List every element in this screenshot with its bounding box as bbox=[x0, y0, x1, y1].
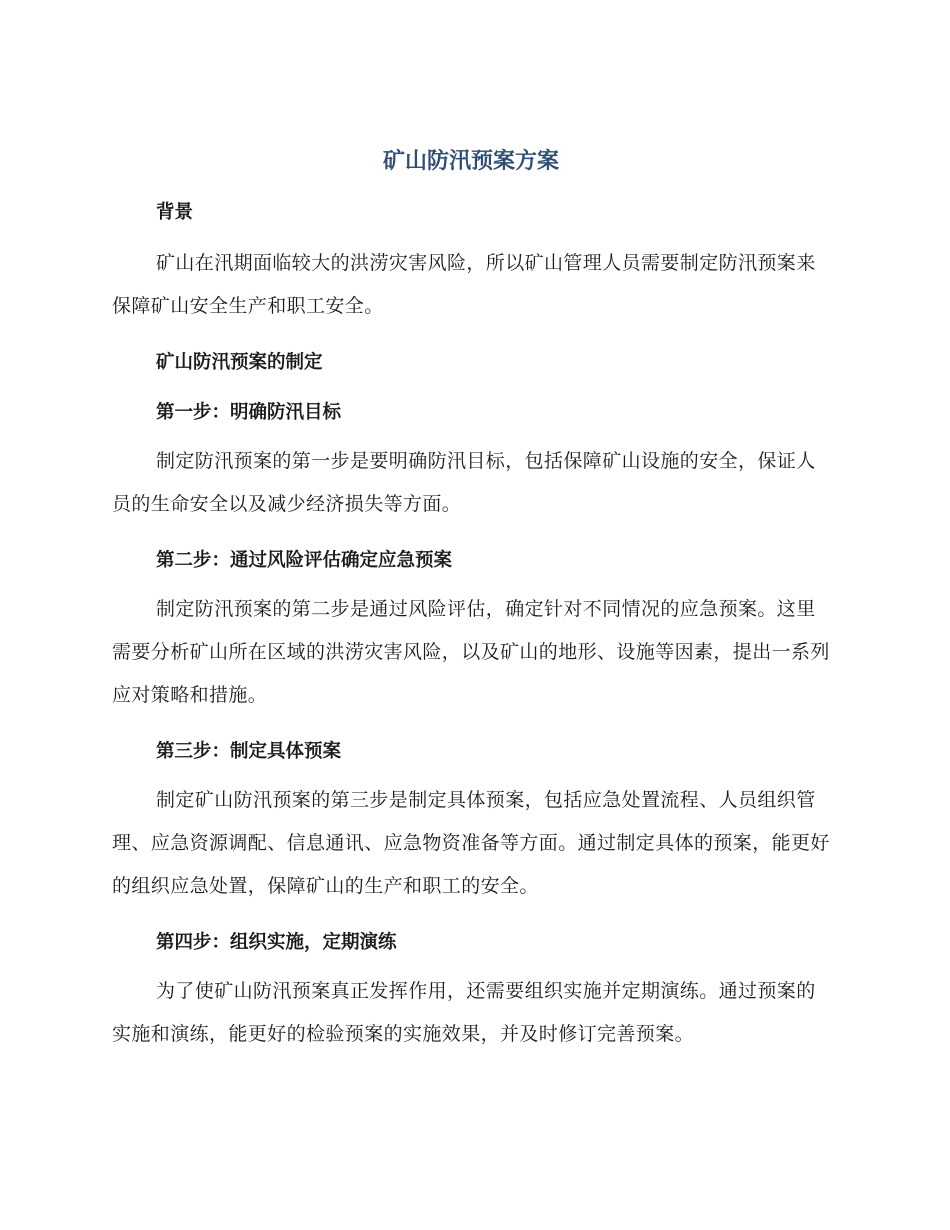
paragraph-step-2: 制定防汛预案的第二步是通过风险评估，确定针对不同情况的应急预案。这里需要分析矿山所在区域的洪涝灾害风险，以及矿山的地形、设施等因素，提出一系列应对策略和措施。 bbox=[112, 598, 830, 706]
paragraph-step-4: 为了使矿山防汛预案真正发挥作用，还需要组织实施并定期演练。通过预案的实施和演练，能更好的检验预案的实施效果，并及时修订完善预案。 bbox=[112, 980, 816, 1045]
paragraph-step-1: 制定防汛预案的第一步是要明确防汛目标，包括保障矿山设施的安全，保证人员的生命安全以及减少经济损失等方面。 bbox=[112, 450, 816, 515]
heading-plan-making: 矿山防汛预案的制定 bbox=[156, 352, 323, 373]
document-page bbox=[112, 140, 830, 1056]
heading-step-1: 第一步：明确防汛目标 bbox=[156, 402, 342, 423]
document-title: 矿山防汛预案方案 bbox=[382, 149, 559, 174]
heading-background: 背景 bbox=[156, 202, 194, 223]
heading-step-4: 第四步：组织实施，定期演练 bbox=[156, 932, 397, 953]
heading-step-3: 第三步：制定具体预案 bbox=[156, 741, 342, 762]
heading-step-2: 第二步：通过风险评估确定应急预案 bbox=[156, 550, 453, 571]
paragraph-background: 矿山在汛期面临较大的洪涝灾害风险，所以矿山管理人员需要制定防汛预案来保障矿山安全生产和职工安全。 bbox=[112, 252, 816, 317]
paragraph-step-3: 制定矿山防汛预案的第三步是制定具体预案，包括应急处置流程、人员组织管理、应急资源调配、信息通讯、应急物资准备等方面。通过制定具体的预案，能更好的组织应急处置，保障矿山的生产和职工的安全。 bbox=[112, 789, 830, 897]
